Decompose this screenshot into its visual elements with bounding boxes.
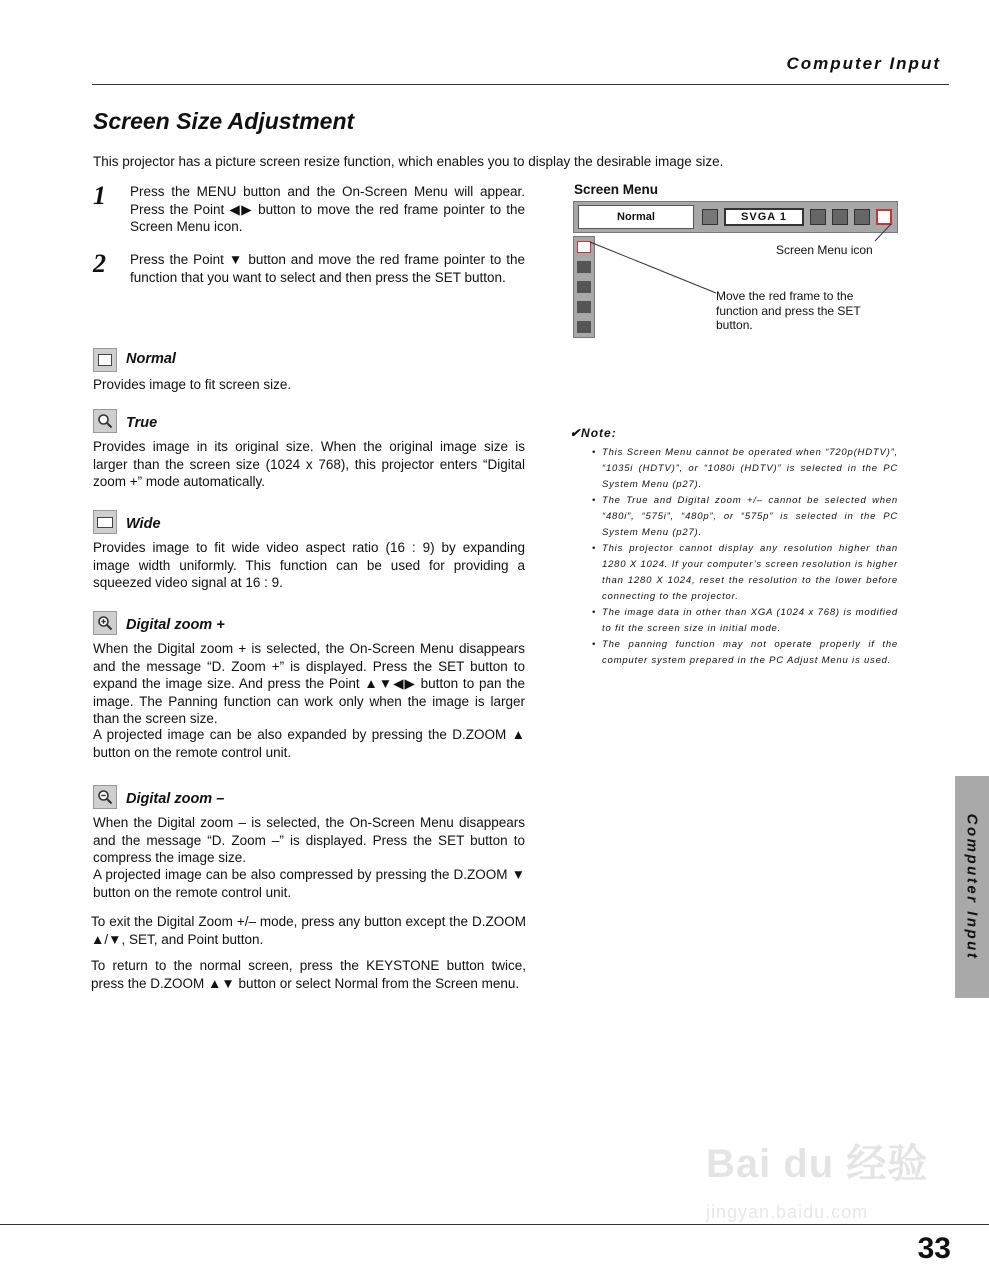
closing-return-paragraph: To return to the normal screen, press the KEYSTONE button twice, press the D.ZOOM ▲▼ button or select Normal from the Screen menu. bbox=[91, 958, 526, 991]
note-item: • This Screen Menu cannot be operated when “720p(HDTV)”, “1035i (HDTV)”, or “1080i (HDTV)” is selected in the PC System Menu (p27). bbox=[590, 445, 898, 493]
section-wide-text: Provides image to fit wide video aspect ratio (16 : 9) by expanding image width uniformly. This function can be used for providing a squeezed video signal at 16 : 9. bbox=[93, 540, 525, 590]
zoom-in-icon bbox=[93, 611, 117, 635]
wide-icon bbox=[93, 510, 117, 534]
note-item: • This projector cannot display any resolution higher than 1280 X 1024. If your computer’s screen resolution is higher than 1280 X 1024, reset the resolution to the lower before connecting to the projector. bbox=[590, 541, 898, 605]
menu-normal-box: Normal bbox=[578, 205, 694, 229]
closing-exit-paragraph: To exit the Digital Zoom +/– mode, press any button except the D.ZOOM ▲/▼, SET, and Point button. bbox=[91, 914, 526, 947]
section-true-text: Provides image in its original size. When the original image size is larger than the screen size (1024 x 768), this projector enters “Digital zoom +” mode automatically. bbox=[93, 439, 525, 489]
section-zoom-out-text-2: A projected image can be also compressed by pressing the D.ZOOM ▼ button on the remote control unit. bbox=[93, 867, 525, 900]
callout-screen-menu-icon: Screen Menu icon bbox=[776, 243, 873, 257]
section-true-title: True bbox=[126, 415, 158, 431]
step-1-number: 1 bbox=[93, 181, 106, 210]
intro-paragraph: This projector has a picture screen resize function, which enables you to display the desirable image size. bbox=[93, 154, 724, 169]
section-zoom-in-text-2: A projected image can be also expanded by pressing the D.ZOOM ▲ button on the remote control unit. bbox=[93, 727, 525, 760]
section-zoom-in-text: When the Digital zoom + is selected, the On-Screen Menu disappears and the message “D. Zoom +” is displayed. Press the SET button to expand the image size. And press the Point ▲▼◀▶ button to pan the image. The Panning function can work only when the image is larger than the screen size. bbox=[93, 641, 525, 726]
header-divider bbox=[92, 84, 949, 85]
menu-col-zoom-in-icon bbox=[577, 301, 591, 313]
note-list bbox=[590, 445, 898, 669]
step-1-text: Press the MENU button and the On-Screen Menu will appear. Press the Point ◀▶ button to move the red frame pointer to the Screen Menu icon. bbox=[130, 184, 525, 234]
header-section-title: Computer Input bbox=[786, 54, 941, 73]
footer-divider bbox=[0, 1224, 989, 1225]
side-tab bbox=[955, 776, 989, 998]
side-tab-label: Computer Input bbox=[963, 813, 981, 961]
section-zoom-out-text: When the Digital zoom – is selected, the On-Screen Menu disappears and the message “D. Zoom –” is displayed. Press the SET button to compress the image size. bbox=[93, 815, 525, 865]
callout-red-frame: Move the red frame to the function and press the SET button. bbox=[716, 289, 861, 332]
page-number: 33 bbox=[917, 1232, 951, 1265]
section-normal-text: Provides image to fit screen size. bbox=[93, 377, 292, 392]
watermark-logo: Bai du 经验 bbox=[706, 1142, 929, 1186]
zoom-out-icon bbox=[93, 785, 117, 809]
normal-icon bbox=[93, 348, 117, 372]
section-zoom-in-title: Digital zoom + bbox=[126, 617, 225, 633]
note-item: • The True and Digital zoom +/– cannot be selected when “480i”, “575i”, “480p”, or “575p” is selected in the PC System Menu (p27). bbox=[590, 493, 898, 541]
page-title: Screen Size Adjustment bbox=[93, 108, 355, 134]
note-item: • The panning function may not operate properly if the computer system prepared in the PC Adjust Menu is used. bbox=[590, 637, 898, 669]
screen-menu-label: Screen Menu bbox=[574, 182, 659, 197]
note-heading: ✔Note: bbox=[570, 426, 617, 440]
section-zoom-out-title: Digital zoom – bbox=[126, 791, 225, 807]
step-2-number: 2 bbox=[93, 249, 106, 278]
magnifier-icon bbox=[93, 409, 117, 433]
section-wide-title: Wide bbox=[126, 516, 161, 532]
step-2-text: Press the Point ▼ button and move the red frame pointer to the function that you want to select and then press the SET button. bbox=[130, 252, 525, 285]
menu-col-zoom-out-icon bbox=[577, 321, 591, 333]
menu-resolution-box: SVGA 1 bbox=[724, 208, 804, 226]
watermark-url: jingyan.baidu.com bbox=[706, 1202, 869, 1222]
section-normal-title: Normal bbox=[126, 351, 176, 367]
note-item: • The image data in other than XGA (1024 x 768) is modified to fit the screen size in initial mode. bbox=[590, 605, 898, 637]
